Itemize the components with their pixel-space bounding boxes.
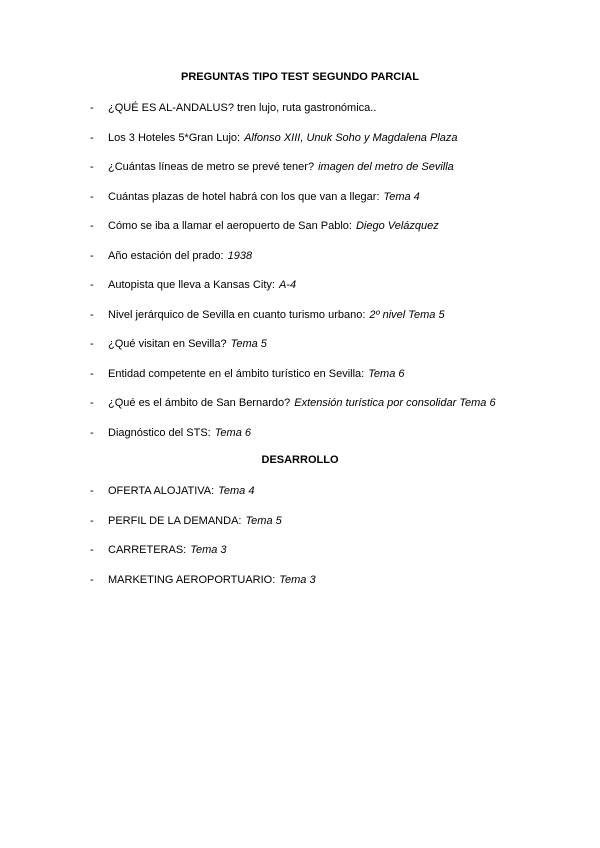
bullet-dash: - <box>90 102 94 114</box>
question-text: ¿Cuántas líneas de metro se prevé tener? <box>108 161 315 173</box>
question-text: ¿QUÉ ES AL-ANDALUS? tren lujo, ruta gastronómica.. <box>108 102 377 114</box>
list-item <box>90 337 496 367</box>
question-text: ¿Qué visitan en Sevilla? <box>108 338 227 350</box>
question-text: MARKETING AEROPORTUARIO: <box>108 573 276 586</box>
bullet-dash: - <box>90 338 94 350</box>
answer-text: Tema 6 <box>368 367 405 380</box>
bullet-dash: - <box>90 485 94 497</box>
question-text: Cómo se iba a llamar el aeropuerto de San Pablo: <box>108 220 352 232</box>
bullet-dash: - <box>90 573 94 586</box>
development-question-list <box>90 484 316 602</box>
answer-text: Alfonso XIII, Unuk Soho y Magdalena Plaza <box>244 131 458 144</box>
test-question-list <box>90 101 496 455</box>
answer-text: Tema 3 <box>190 544 227 556</box>
answer-text: Tema 5 <box>230 338 267 350</box>
answer-text: Tema 4 <box>383 190 420 203</box>
bullet-dash: - <box>90 367 94 380</box>
list-item <box>90 190 496 220</box>
list-item <box>90 131 496 161</box>
bullet-dash: - <box>90 190 94 203</box>
section-title-desarrollo: DESARROLLO <box>261 454 339 466</box>
bullet-dash: - <box>90 426 94 439</box>
question-text: Autopista que lleva a Kansas City: <box>108 279 275 291</box>
question-text: PERFIL DE LA DEMANDA: <box>108 514 242 527</box>
answer-text: 1938 <box>227 249 253 262</box>
list-item <box>90 367 496 397</box>
list-item <box>90 514 316 544</box>
answer-text: A-4 <box>278 279 297 291</box>
list-item <box>90 278 496 308</box>
list-item <box>90 101 496 131</box>
list-item <box>90 573 316 603</box>
bullet-dash: - <box>90 249 94 262</box>
list-item <box>90 308 496 338</box>
question-text: OFERTA ALOJATIVA: <box>108 485 215 497</box>
bullet-dash: - <box>90 397 94 409</box>
bullet-dash: - <box>90 544 94 556</box>
list-item <box>90 219 496 249</box>
answer-text: 2º nivel Tema 5 <box>369 308 445 321</box>
answer-text: Tema 5 <box>245 514 282 527</box>
question-text: Nivel jerárquico de Sevilla en cuanto turismo urbano: <box>108 308 366 321</box>
answer-text: Extensión turística por consolidar Tema 6 <box>294 397 496 409</box>
question-text: CARRETERAS: <box>108 544 187 556</box>
answer-text: Tema 4 <box>218 485 255 497</box>
question-text: Año estación del prado: <box>108 249 224 262</box>
list-item <box>90 543 316 573</box>
list-item <box>90 484 316 514</box>
bullet-dash: - <box>90 220 94 232</box>
bullet-dash: - <box>90 279 94 291</box>
bullet-dash: - <box>90 131 94 144</box>
bullet-dash: - <box>90 514 94 527</box>
bullet-dash: - <box>90 161 94 173</box>
answer-text: Diego Velázquez <box>355 220 439 232</box>
list-item <box>90 426 496 456</box>
bullet-dash: - <box>90 308 94 321</box>
page-title: PREGUNTAS TIPO TEST SEGUNDO PARCIAL <box>181 71 419 83</box>
question-text: Cuántas plazas de hotel habrá con los que van a llegar: <box>108 190 380 203</box>
question-text: Los 3 Hoteles 5*Gran Lujo: <box>108 131 241 144</box>
list-item <box>90 396 496 426</box>
answer-text: Tema 6 <box>214 426 252 439</box>
list-item <box>90 160 496 190</box>
question-text: ¿Qué es el ámbito de San Bernardo? <box>108 397 291 409</box>
answer-text: imagen del metro de Sevilla <box>318 161 454 173</box>
list-item <box>90 249 496 279</box>
question-text: Diagnóstico del STS: <box>108 426 211 439</box>
question-text: Entidad competente en el ámbito turístico en Sevilla: <box>108 367 365 380</box>
answer-text: Tema 3 <box>279 573 316 586</box>
